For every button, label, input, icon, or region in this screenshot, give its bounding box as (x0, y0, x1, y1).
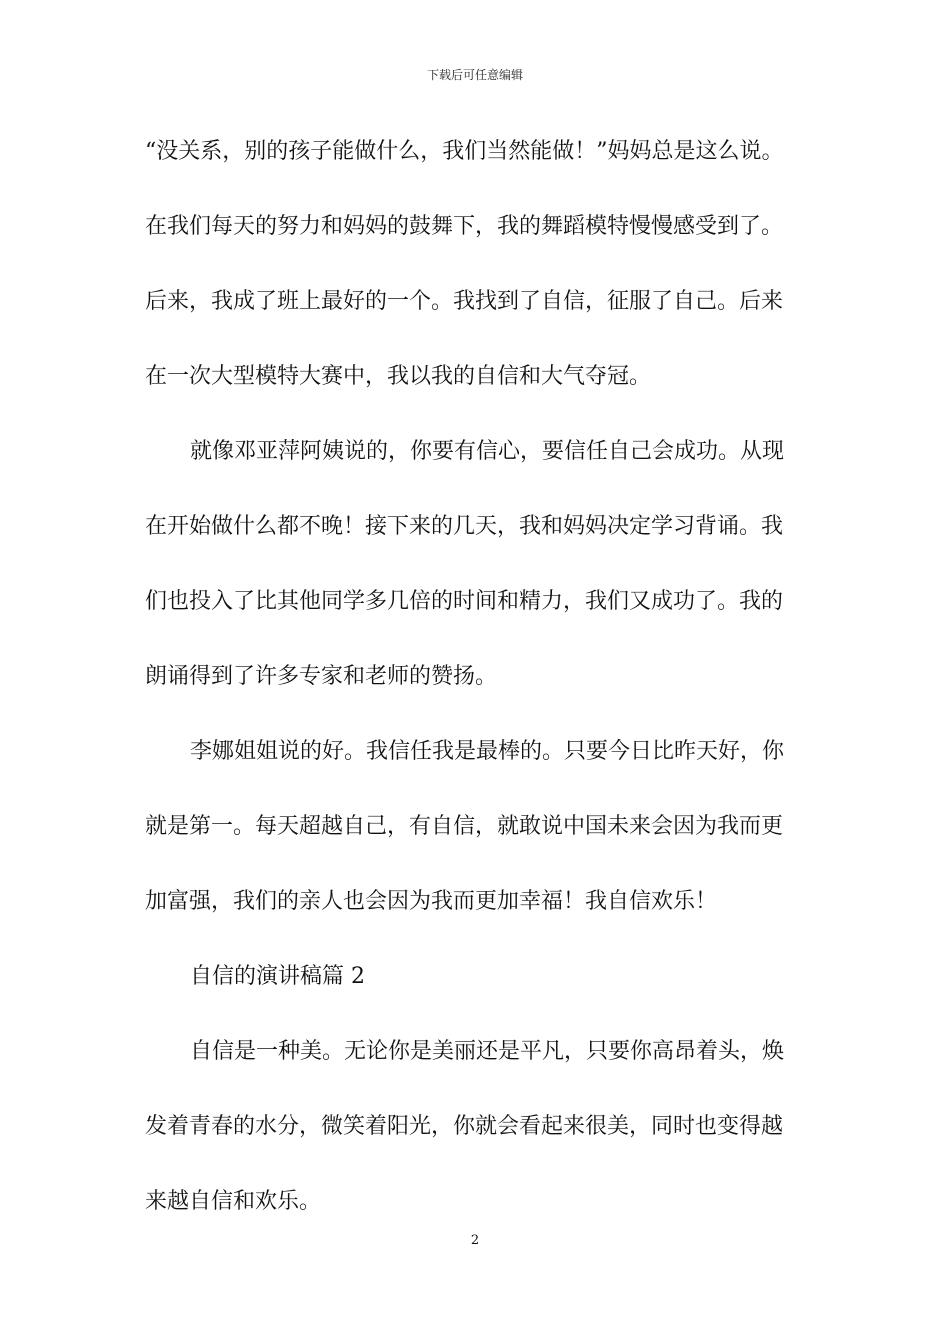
text-line-4: 在一次大型模特大赛中，我以我的自信和大气夺冠。 (145, 364, 652, 389)
text-line-10: 就是第一。每天超越自己，有自信，就敢说中国未来会因为我而更 (145, 814, 784, 839)
text-line-15: 来越自信和欢乐。 (145, 1189, 322, 1214)
text-line-8: 朗诵得到了许多专家和老师的赞扬。 (145, 664, 498, 689)
paragraph-start-line: 就像邓亚萍阿姨说的，你要有信心，要信任自己会成功。从现 (190, 439, 785, 464)
paragraph-start-line: 自信是一种美。无论你是美丽还是平凡，只要你高昂着头，焕 (190, 1039, 785, 1064)
text-line-2: 在我们每天的努力和妈妈的鼓舞下，我的舞蹈模特慢慢感受到了。 (145, 214, 784, 239)
text-line-7: 们也投入了比其他同学多几倍的时间和精力，我们又成功了。我的 (145, 589, 784, 614)
page-header-note: 下载后可任意编辑 (426, 68, 523, 82)
section-heading: 自信的演讲稿篇 2 (190, 964, 365, 989)
paragraph-start-line: 李娜姐姐说的好。我信任我是最棒的。只要今日比昨天好，你 (190, 739, 785, 764)
page-number: 2 (470, 1233, 480, 1248)
text-line-14: 发着青春的水分，微笑着阳光，你就会看起来很美，同时也变得越 (145, 1114, 784, 1139)
text-line-1: “没关系，别的孩子能做什么，我们当然能做！”妈妈总是这么说。 (145, 139, 784, 164)
text-line-11: 加富强，我们的亲人也会因为我而更加幸福！我自信欢乐！ (145, 889, 718, 914)
text-line-6: 在开始做什么都不晚！接下来的几天，我和妈妈决定学习背诵。我 (145, 514, 784, 539)
text-line-3: 后来，我成了班上最好的一个。我找到了自信，征服了自己。后来 (145, 289, 784, 314)
